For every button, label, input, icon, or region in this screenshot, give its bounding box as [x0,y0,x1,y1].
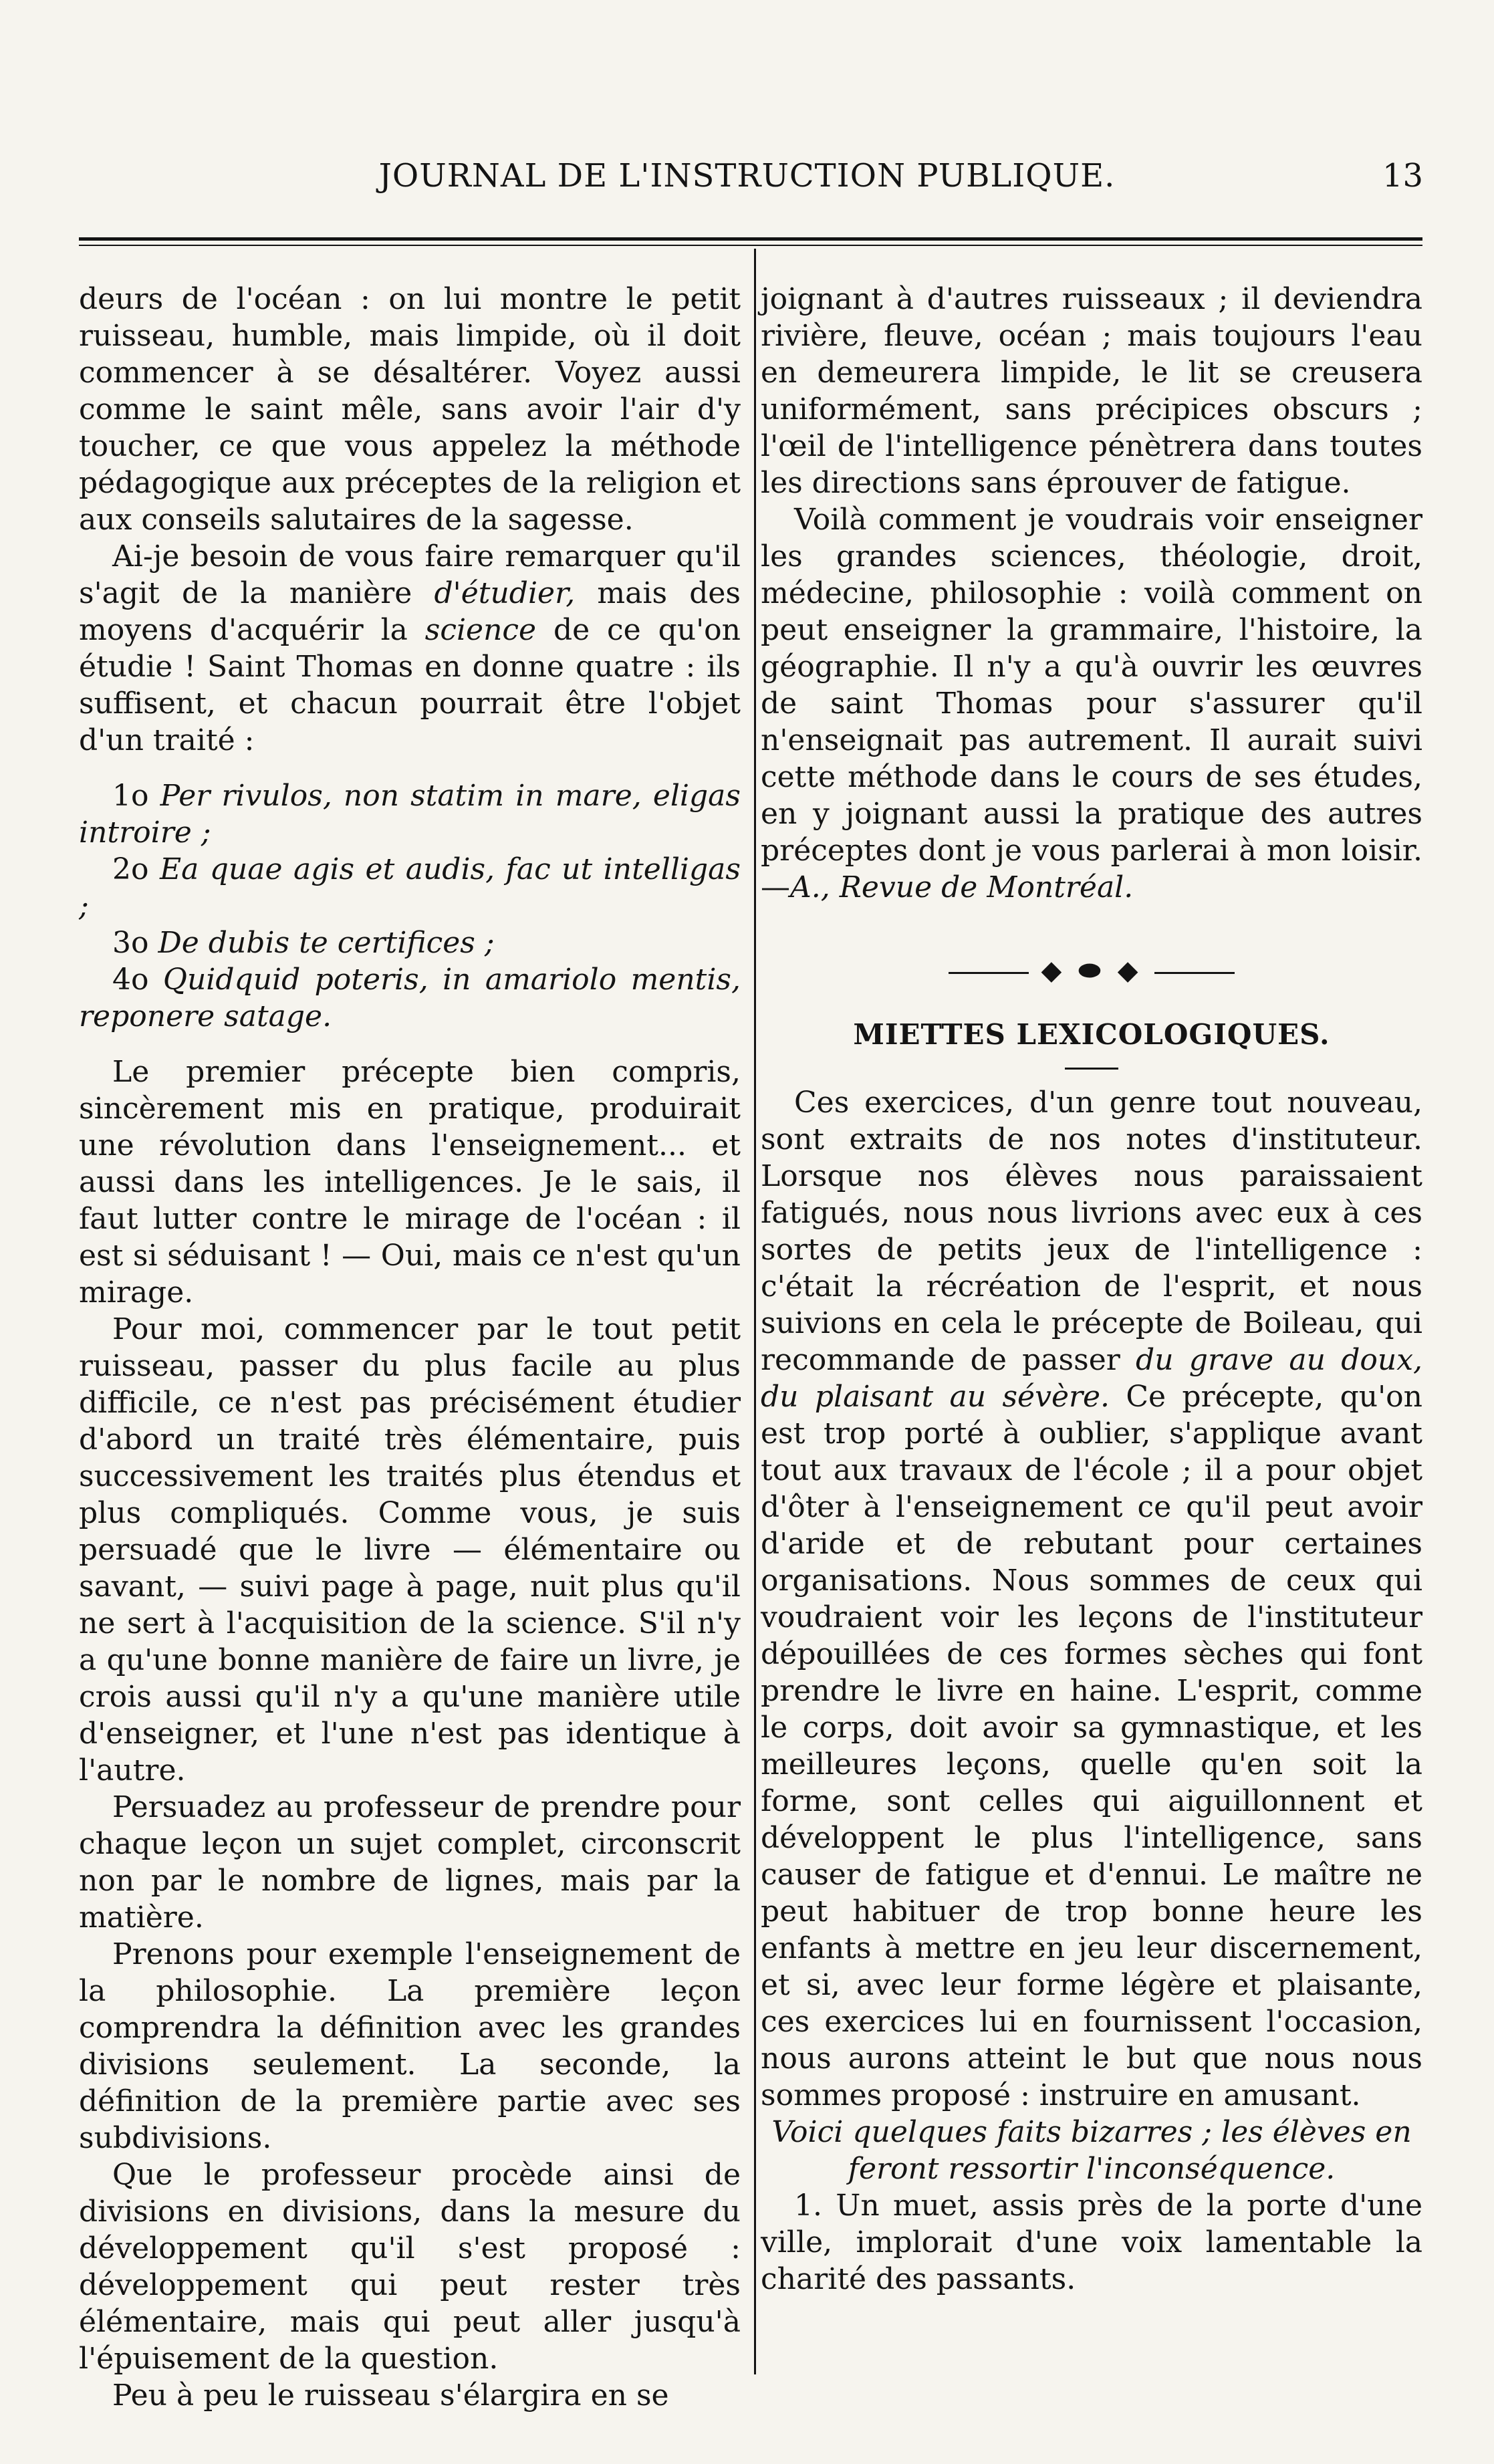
precept-text: Per rivulos, non statim in mare, eligas introire ; [79,779,741,850]
page-number: 13 [1382,157,1424,195]
precept-text: De dubis te certifices ; [158,926,495,960]
precept-item [79,777,741,851]
running-header: JOURNAL DE L'INSTRUCTION PUBLIQUE. [378,157,1116,195]
header-rule-thin [79,245,1422,246]
title-rule [1065,1068,1118,1070]
paragraph: Persuadez au professeur de prendre pour chaque leçon un sujet complet, circonscrit non par le nombre de lignes, mais par la matière. [79,1790,741,1935]
paragraph [79,538,741,759]
precept-number: 3o [112,926,158,960]
precept-item [79,925,741,961]
precept-text: Quidquid poteris, in amariolo mentis, reponere satage. [79,963,741,1033]
text-run: Ce précepte, qu'on est trop porté à oublier, s'applique avant tout aux travaux de l'école ; il a pour objet d'ôter à l'enseignement ce qu'il peut avoir d'aride et de rebutant pour certaines organisations. Nous sommes de ceux qui voudraient voir les leçons de l'instituteur dépouillées de ces formes sèches qui font prendre le livre en haine. L'esprit, comme le corps, doit avoir sa gymnastique, et les meilleures leçons, quelle qu'en soit la forme, sont celles qui aiguillonnent et développent le plus l'intelligence, sans causer de fatigue et d'ennui. Le maître ne peut habituer de trop bonne heure les enfants à mettre en jeu leur discernement, et si, avec leur forme légère et plaisante, ces exercices lui en fournissent l'occasion, nous aurons atteint le but que nous nous sommes proposé : instruire en amusant. [761,1380,1422,2112]
paragraph: Peu à peu le ruisseau s'élargira en se [112,2378,669,2413]
text-run: Ai-je besoin de vous faire remarquer qu'il s'agit de la manière [79,539,741,610]
precept-text: Ea quae agis et audis, fac ut intelligas ; [79,852,741,923]
paragraph: Que le professeur procède ainsi de divisions en divisions, dans la mesure du développement qu'il s'est proposé : développement qui peut rester très élémentaire, mais qui peut aller jusqu'à l'épuisement de la question. [79,2158,741,2376]
column-divider [754,249,756,2374]
text-run: Voilà comment je voudrais voir enseigner les grandes sciences, théologie, droit, médecine, philosophie : voilà comment on peut enseigner la grammaire, l'histoire, la géographie. Il n'y a qu'à ouvrir les œuvres de saint Thomas pour s'assurer qu'il n'enseignait pas autrement. Il aurait suivi cette méthode dans le cours de ses études, en y joignant aussi la pratique des autres préceptes dont je vous parlerai à mon loisir.— [761,503,1422,904]
paragraph [761,1084,1422,2114]
paragraph: deurs de l'océan : on lui montre le petit ruisseau, humble, mais limpide, où il doit commencer à se désaltérer. Voyez aussi comme le saint mêle, sans avoir l'air d'y toucher, ce que vous appelez la méthode pédagogique aux préceptes de la religion et aux conseils salutaires de la sagesse. [79,282,741,537]
precept-list [79,777,741,1035]
citation: A., Revue de Montréal. [790,870,1134,904]
section-title: MIETTES LEXICOLOGIQUES. [853,1018,1330,1051]
precept-item [79,851,741,925]
paragraph: Pour moi, commencer par le tout petit ruisseau, passer du plus facile au plus difficile, ce n'est pas précisément étudier d'abord un traité très élémentaire, puis successivement les traités plus étendus et plus compliqués. Comme vous, je suis persuadé que le livre — élémentaire ou savant, — suivi page à page, nuit plus qu'il ne sert à l'acquisition de la science. S'il n'y a qu'une bonne manière de faire un livre, je crois aussi qu'il n'y a qu'une manière utile d'enseigner, et l'une n'est pas identique à l'autre. [79,1312,741,1788]
header-rule [79,237,1422,241]
text-run: Ces exercices, d'un genre tout nouveau, sont extraits de nos notes d'instituteur. Lorsque nos élèves nous paraissaient fatigués, nous nous livrions avec eux à ces sortes de petits jeux de l'intelligence : c'était la récréation de l'esprit, et nous suivions en cela le précepte de Boileau, qui recommande de passer [761,1086,1422,1377]
emphasis: d'étudier, [434,576,576,610]
precept-number: 1o [112,779,160,813]
exercise-intro: Voici quelques faits bizarres ; les élèves en feront ressortir l'inconséquence. [771,2115,1412,2186]
ornament-line [1154,972,1235,974]
ornament-line [949,972,1029,974]
emphasis: science [424,613,537,647]
paragraph: joignant à d'autres ruisseaux ; il deviendra rivière, fleuve, océan ; mais toujours l'eau en demeurera limpide, le lit se creusera uniformément, sans précipices obscurs ; l'œil de l'intelligence pénètrera dans toutes les directions sans éprouver de fatigue. [761,282,1422,500]
exercise-item: 1. Un muet, assis près de la porte d'une ville, implorait d'une voix lamentable la charité des passants. [761,2189,1422,2296]
paragraph: Prenons pour exemple l'enseignement de la philosophie. La première leçon comprendra la définition avec les grandes divisions seulement. La seconde, la définition de la première partie avec ses subdivisions. [79,1937,741,2155]
paragraph: Le premier précepte bien compris, sincèrement mis en pratique, produirait une révolution dans l'enseignement... et aussi dans les intelligences. Je le sais, il faut lutter contre le mirage de l'océan : il est si séduisant ! — Oui, mais ce n'est qu'un mirage. [79,1055,741,1310]
precept-number: 4o [112,963,163,997]
precept-item [79,961,741,1035]
ornament-glyph: ◆ ⬬ ◆ [1041,955,1142,986]
paragraph [761,501,1422,906]
section-ornament [761,953,1422,989]
quotation: du grave au doux, du plaisant au sévère. [761,1343,1422,1414]
text-run: mais des moyens d'acquérir la [79,576,741,647]
precept-number: 2o [112,852,160,886]
right-column [761,281,1422,2298]
text-run: de ce qu'on étudie ! Saint Thomas en donne quatre : ils suffisent, et chacun pourrait être l'objet d'un traité : [79,613,741,757]
left-column [79,281,741,2414]
